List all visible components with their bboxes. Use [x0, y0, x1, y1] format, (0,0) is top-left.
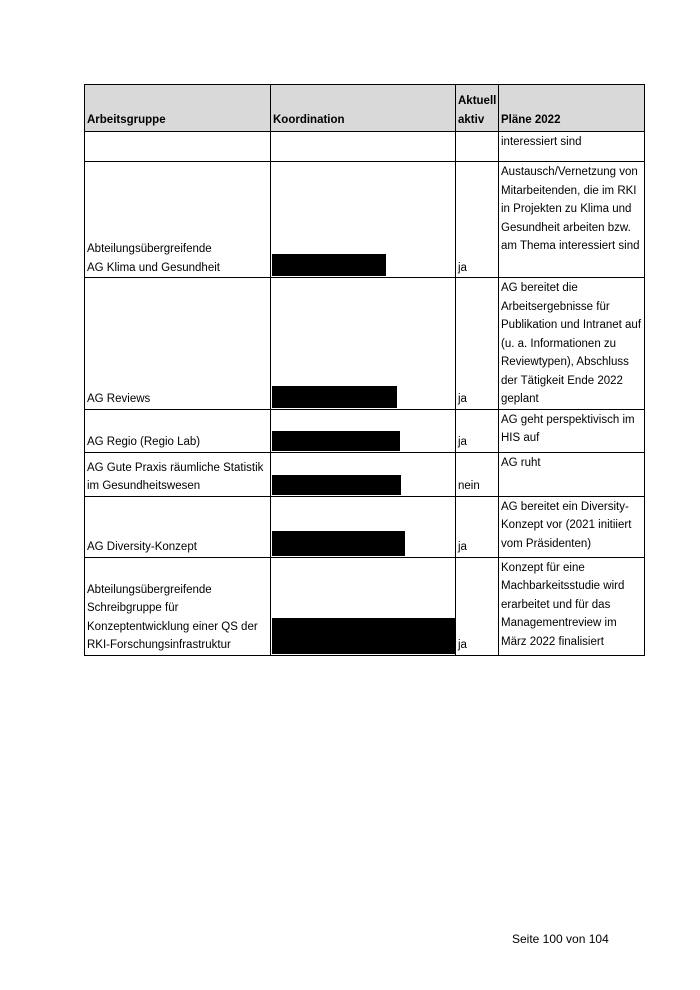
coordination-cell: [271, 452, 456, 496]
group-cell: AG Diversity-Konzept: [85, 496, 271, 557]
table-row: [85, 496, 645, 557]
plans-cell: Konzept für eine Machbarkeitsstudie wird erarbeitet und für das Managementreview im März 2022 finalisiert: [499, 557, 645, 655]
redaction-bar: [272, 386, 397, 408]
table-row: [85, 162, 645, 278]
table-row: [85, 557, 645, 655]
redaction-bar: [272, 254, 386, 276]
table-row: [85, 409, 645, 452]
table-row: [85, 452, 645, 496]
redaction-bar: [272, 618, 455, 654]
coordination-cell: [271, 132, 456, 162]
group-cell: [85, 132, 271, 162]
working-groups-table: [84, 84, 645, 656]
group-cell: AG Reviews: [85, 278, 271, 410]
coordination-cell: [271, 557, 456, 655]
header-coordination: Koordination: [271, 85, 456, 132]
active-cell: ja: [456, 278, 499, 410]
header-active: Aktuell aktiv: [456, 85, 499, 132]
table-row: [85, 132, 645, 162]
active-cell: ja: [456, 162, 499, 278]
coordination-cell: [271, 409, 456, 452]
coordination-cell: [271, 278, 456, 410]
active-cell: ja: [456, 496, 499, 557]
plans-cell: interessiert sind: [499, 132, 645, 162]
group-cell: Abteilungsübergreifende Schreibgruppe für Konzeptentwicklung einer QS der RKI-Forschungsinfrastruktur: [85, 557, 271, 655]
header-plans: Pläne 2022: [499, 85, 645, 132]
header-group: Arbeitsgruppe: [85, 85, 271, 132]
table-row: [85, 278, 645, 410]
group-cell: AG Gute Praxis räumliche Statistik im Gesundheitswesen: [85, 452, 271, 496]
plans-cell: AG ruht: [499, 452, 645, 496]
active-cell: ja: [456, 557, 499, 655]
active-cell: ja: [456, 409, 499, 452]
table-header-row: [85, 85, 645, 132]
plans-cell: Austausch/Vernetzung von Mitarbeitenden, die im RKI in Projekten zu Klima und Gesundheit arbeiten bzw. am Thema interessiert sind: [499, 162, 645, 278]
plans-cell: AG bereitet ein Diversity-Konzept vor (2021 initiiert vom Präsidenten): [499, 496, 645, 557]
group-cell: AG Regio (Regio Lab): [85, 409, 271, 452]
active-cell: [456, 132, 499, 162]
redaction-bar: [272, 475, 401, 495]
plans-cell: AG bereitet die Arbeitsergebnisse für Publikation und Intranet auf (u. a. Informationen zu Reviewtypen), Abschluss der Tätigkeit Ende 2022 geplant: [499, 278, 645, 410]
coordination-cell: [271, 496, 456, 557]
coordination-cell: [271, 162, 456, 278]
redaction-bar: [272, 531, 405, 556]
group-cell: Abteilungsübergreifende AG Klima und Gesundheit: [85, 162, 271, 278]
page-number: Seite 100 von 104: [512, 932, 609, 946]
plans-cell: AG geht perspektivisch im HIS auf: [499, 409, 645, 452]
active-cell: nein: [456, 452, 499, 496]
redaction-bar: [272, 431, 400, 451]
